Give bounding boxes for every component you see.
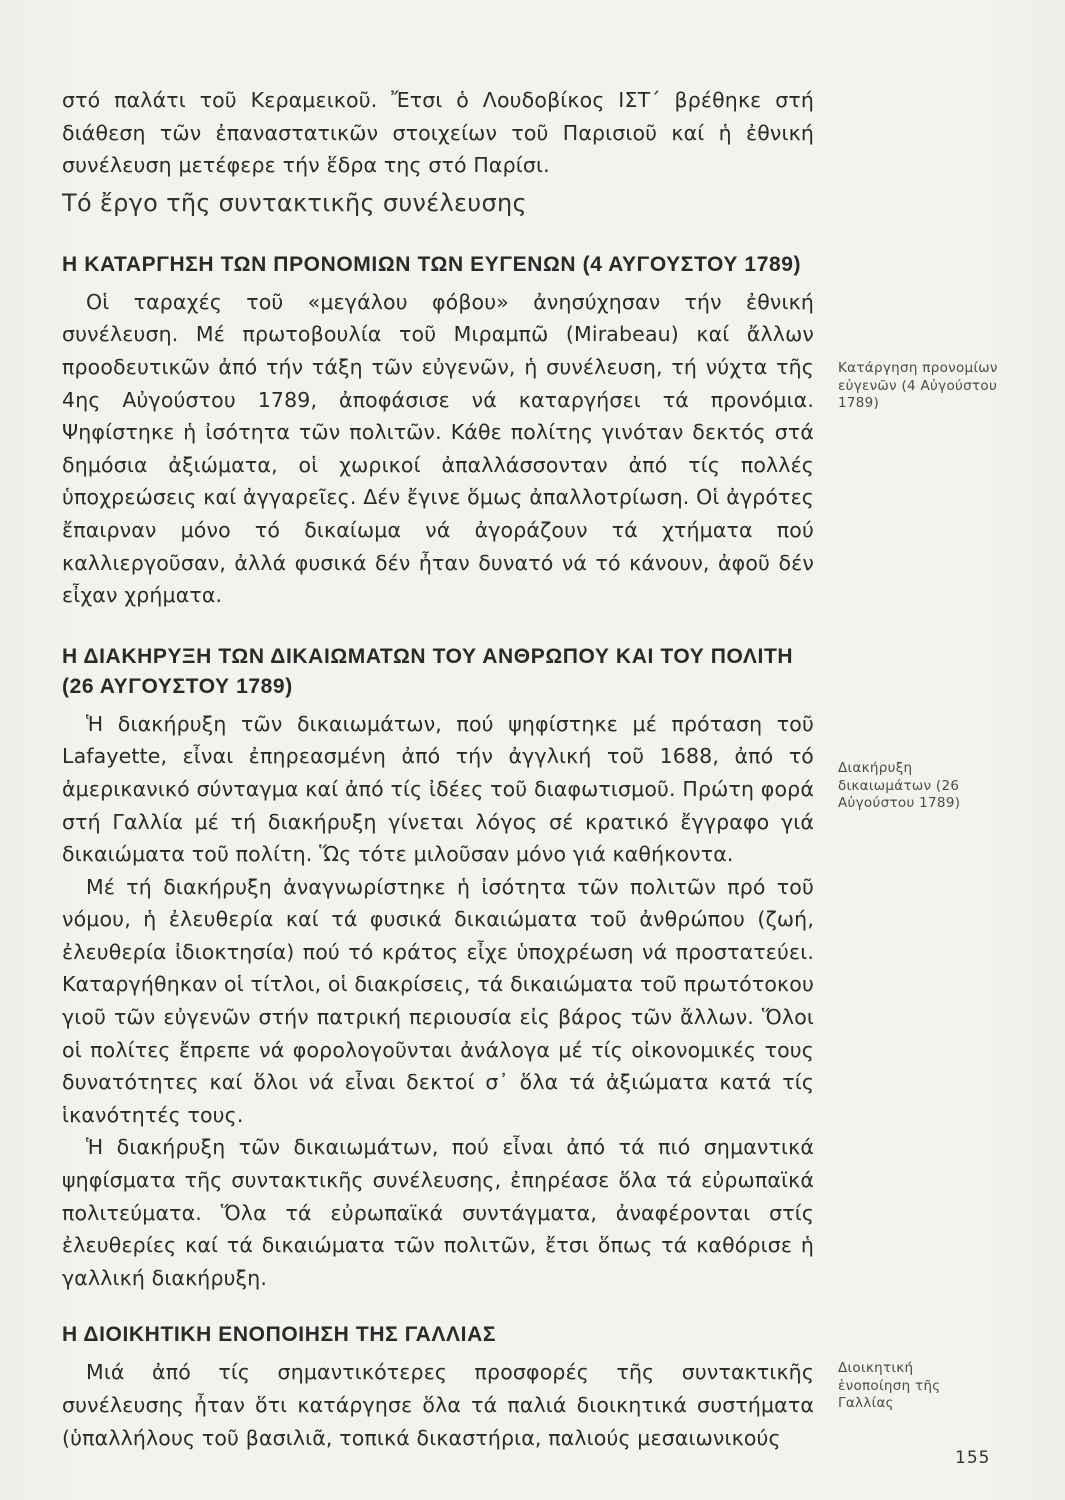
main-text-column xyxy=(62,84,814,1454)
section-heading-unification: Η ΔΙΟΙΚΗΤΙΚΗ ΕΝΟΠΟΙΗΣΗ ΤΗΣ ΓΑΛΛΙΑΣ xyxy=(62,1323,497,1347)
margin-note-abolition: Κατάργηση προνομίων εὐγενῶν (4 Αὐγούστου 1789) xyxy=(838,360,998,411)
margin-note-unification: Διοικητική ἑνοποίηση τῆς Γαλλίας xyxy=(838,1360,941,1411)
chapter-subtitle: Τό ἔργο τῆς συντακτικῆς συνέλευσης xyxy=(62,188,527,217)
unification-paragraph: Μιά ἀπό τίς σημαντικότερες προσφορές τῆς συντακτικῆς συνέλευσης ἦταν ὅτι κατάργησε ὅλα τά παλιά διοικητικά συστήματα (ὑπαλλήλους τοῦ βασιλιᾶ, τοπικά δικαστήρια, παλιούς μεσαιωνικούς xyxy=(62,1360,814,1450)
intro-paragraph: στό παλάτι τοῦ Κεραμεικοῦ. Ἔτσι ὁ Λουδοβίκος ΙΣΤ΄ βρέθηκε στή διάθεση τῶν ἐπαναστατικῶν στοιχείων τοῦ Παρισιοῦ καί ἡ ἐθνική συνέλευση μετέφερε τήν ἕδρα της στό Παρίσι. xyxy=(62,88,814,178)
page-number: 155 xyxy=(955,1448,991,1468)
declaration-paragraph-2: Μέ τή διακήρυξη ἀναγνωρίστηκε ἡ ἰσότητα τῶν πολιτῶν πρό τοῦ νόμου, ἡ ἐλευθερία καί τά φυσικά δικαιώματα τοῦ ἀνθρώπου (ζωή, ἐλευθερία ἰδιοκτησία) πού τό κράτος εἶχε ὑποχρέωση νά προστατεύει. Καταργήθηκαν οἱ τίτλοι, οἱ διακρίσεις, τά δικαιώματα τοῦ πρωτότοκου γιοῦ τῶν εὐγενῶν στήν πατρική περιουσία εἰς βάρος τῶν ἄλλων. Ὅλοι οἱ πολίτες ἔπρεπε νά φορολογοῦνται ἀνάλογα μέ τίς οἰκονομικές τους δυνατότητες καί ὅλοι νά εἶναι δεκτοί σ᾽ ὅλα τά ἀξιώματα κατά τίς ἱκανότητές τους. xyxy=(62,874,814,1127)
declaration-paragraph-3: Ἡ διακήρυξη τῶν δικαιωμάτων, πού εἶναι ἀπό τά πιό σημαντικά ψηφίσματα τῆς συντακτικῆς συνέλευσης, ἐπηρέασε ὅλα τά εὐρωπαϊκά πολιτεύματα. Ὅλα τά εὐρωπαϊκά συντάγματα, ἀναφέρονται στίς ἐλευθερίες καί τά δικαιώματα τῶν πολιτῶν, ἔτσι ὅπως τά καθόρισε ἡ γαλλική διακήρυξη. xyxy=(62,1135,814,1290)
section-heading-abolition: Η ΚΑΤΑΡΓΗΣΗ ΤΩΝ ΠΡΟΝΟΜΙΩΝ ΤΩΝ ΕΥΓΕΝΩΝ (4 ΑΥΓΟΥΣΤΟΥ 1789) xyxy=(62,252,802,276)
section-heading-declaration: Η ΔΙΑΚΗΡΥΞΗ ΤΩΝ ΔΙΚΑΙΩΜΑΤΩΝ ΤΟΥ ΑΝΘΡΩΠΟΥ ΚΑΙ ΤΟΥ ΠΟΛΙΤΗ (26 ΑΥΓΟΥΣΤΟΥ 1789) xyxy=(62,644,794,698)
abolition-paragraph: Οἱ ταραχές τοῦ «μεγάλου φόβου» ἀνησύχησαν τήν ἐθνική συνέλευση. Μέ πρωτοβουλία τοῦ Μιραμπῶ (Mirabeau) καί ἄλλων προοδευτικῶν ἀπό τήν τάξη τῶν εὐγενῶν, ἡ συνέλευση, τή νύχτα τῆς 4ης Αὐγούστου 1789, ἀποφάσισε νά καταργήσει τά προνόμια. Ψηφίστηκε ἡ ἰσότητα τῶν πολιτῶν. Κάθε πολίτης γινόταν δεκτός στά δημόσια ἀξιώματα, οἱ χωρικοί ἀπαλλάσσονταν ἀπό τίς πολλές ὑποχρεώσεις καί ἀγγαρεῖες. Δέν ἔγινε ὅμως ἀπαλλοτρίωση. Οἱ ἀγρότες ἔπαιρναν μόνο τό δικαίωμα νά ἀγοράζουν τά χτήματα πού καλλιεργοῦσαν, ἀλλά φυσικά δέν ἦταν δυνατό νά τό κάνουν, ἀφοῦ δέν εἶχαν χρήματα. xyxy=(62,289,814,608)
declaration-paragraph-1: Ἡ διακήρυξη τῶν δικαιωμάτων, πού ψηφίστηκε μέ πρόταση τοῦ Lafayette, εἶναι ἐπηρεασμένη ἀπό τήν ἀγγλική τοῦ 1688, ἀπό τό ἀμερικανικό σύνταγμα καί ἀπό τίς ἰδέες τοῦ διαφωτισμοῦ. Πρώτη φορά στή Γαλλία μέ τή διακήρυξη γίνεται λόγος σέ κρατικό ἔγγραφο γιά δικαιώματα τοῦ πολίτη. Ὥς τότε μιλοῦσαν μόνο γιά καθήκοντα. xyxy=(62,711,814,867)
margin-note-declaration: Διακήρυξη δικαιωμάτων (26 Αὐγούστου 1789) xyxy=(838,760,961,811)
